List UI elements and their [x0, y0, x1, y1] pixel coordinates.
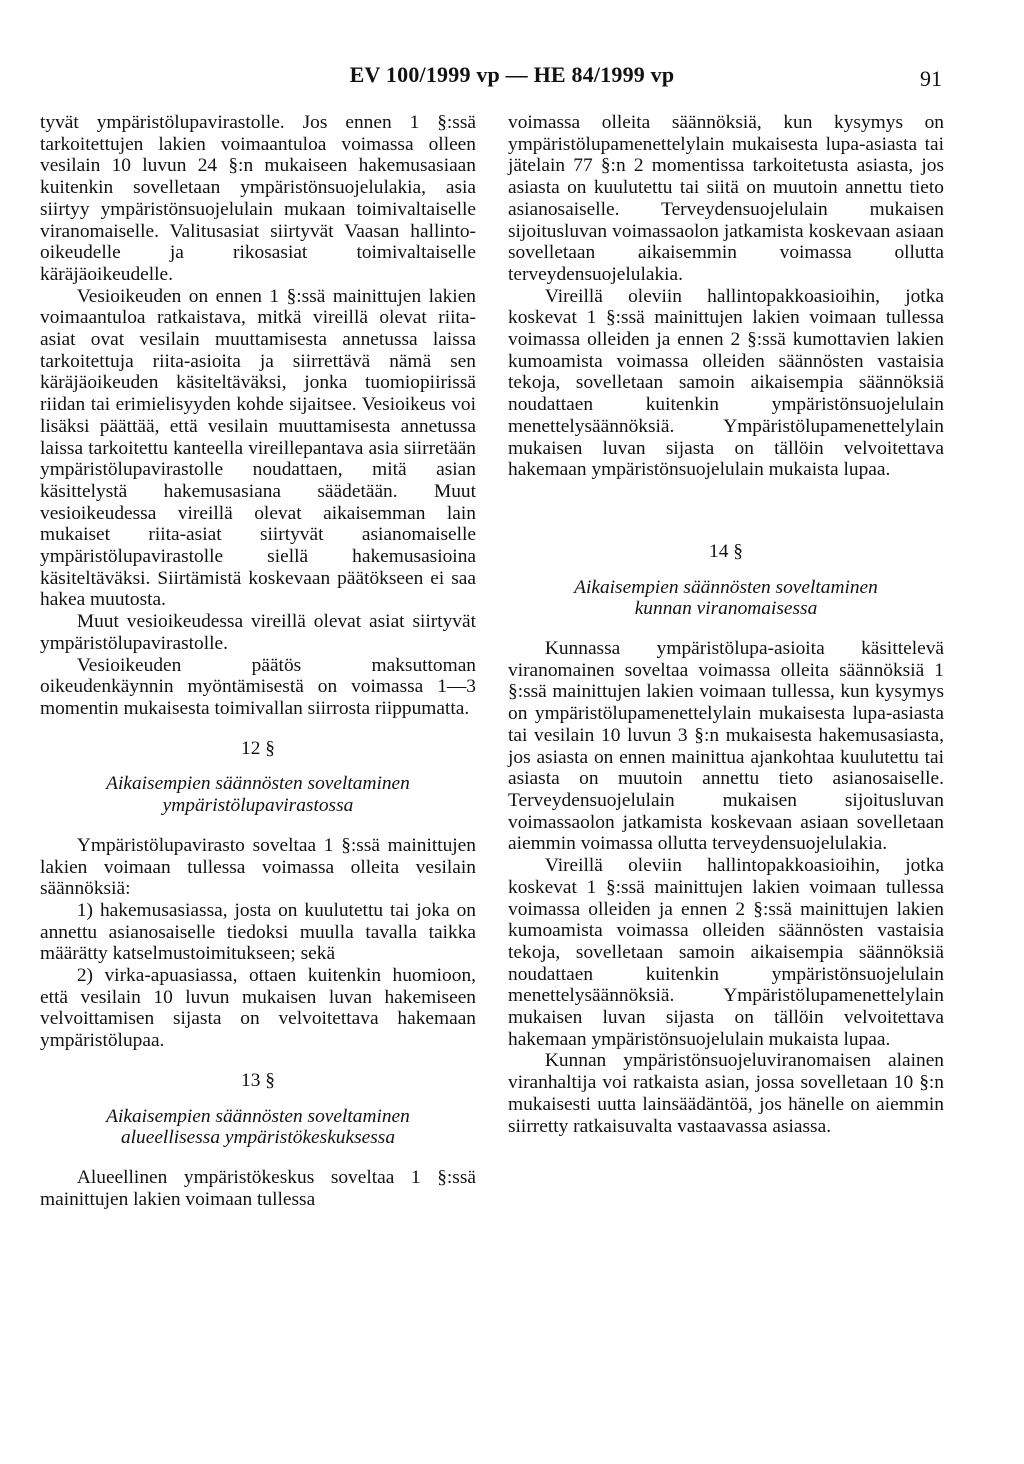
section-heading: [40, 1106, 476, 1149]
section-heading: [508, 577, 944, 620]
paragraph: Alueellinen ympäristökeskus soveltaa 1 §:ssä mainittujen lakien voimaan tullessa: [40, 1166, 476, 1210]
section-heading-line: Aikaisempien säännösten soveltaminen: [106, 773, 410, 795]
paragraph: Kunnassa ympäristölupa-asioita käsittelevä viranomainen soveltaa voimassa olleita säännöksiä 1 §:ssä mainittujen lakien voimaan tullessa, kun kysymys on ympäristölupamenettelylain mukaisesta lupa-asiasta tai vesilain 10 luvun 3 §:n mukaisesta hakemusasiasta, jos asiasta on ennen mainittua ajankohtaa kuulutettu tai asiasta on muutoin annettu tieto asianosaiselle. Terveydensuojelulain mukaisen sijoitusluvan voimassaolon jatkamista koskevaan asiaan sovelletaan aiemmin voimassa ollutta terveydensuojelulakia.: [508, 638, 944, 855]
section-number: 14 §: [709, 540, 743, 562]
list-item: 1) hakemusasiassa, josta on kuulutettu tai joka on annettu asianosaiselle tiedoksi muulla tavalla taikka määrätty katselmustoimitukseen; sekä: [40, 899, 476, 965]
paragraph: Muut vesioikeudessa vireillä olevat asiat siirtyvät ympäristölupavirastolle.: [40, 611, 476, 654]
section-heading-line: Aikaisempien säännösten soveltaminen: [106, 1105, 410, 1127]
section-heading-line: ympäristölupavirastossa: [162, 795, 354, 817]
running-header: EV 100/1999 vp — HE 84/1999 vp: [349, 62, 675, 87]
paragraph: tyvät ympäristölupavirastolle. Jos ennen 1 §:ssä tarkoitettujen lakien voimaantuloa voimassa olleen vesilain 10 luvun 24 §:n mukaiseen hakemusasiaan kuitenkin sovelletaan ympäristönsuojelulakia, asia siirtyy ympäristönsuojelulain mukaan toimivaltaiselle viranomaiselle. Valitusasiat siirtyvät Vaasan hallinto-oikeudelle ja rikosasiat toimivaltaiselle käräjäoikeudelle.: [40, 112, 476, 285]
page-number: 91: [920, 66, 942, 91]
paragraph: Vesioikeuden on ennen 1 §:ssä mainittujen lakien voimaantuloa ratkaistava, mitkä vireillä olevat riita-asiat ovat vesilain muuttamisesta annetussa laissa tarkoitettuja riita-asioita ja siirrettävä nämä sen käräjäoikeuden käsiteltäväksi, jonka tuomiopiirissä riidan tai erimielisyyden kohde sijaitsee. Vesioikeus voi lisäksi päättää, että vesilain muuttamisesta annetussa laissa tarkoitettu kanteella vireillepantava asia siirretään ympäristölupavirastolle noudattaen, mitä asian käsittelystä hakemusasiana säädetään. Muut vesioikeudessa vireillä olevat aikaisemman lain mukaiset riita-asiat siirtyvät asianomaiselle ympäristölupavirastolle siellä hakemusasioina käsiteltäväksi. Siirtämistä koskevaan päätökseen ei saa hakea muutosta.: [40, 285, 476, 611]
section-number: 13 §: [241, 1069, 275, 1091]
paragraph: Vireillä oleviin hallintopakkoasioihin, jotka koskevat 1 §:ssä mainittujen lakien voimaan tullessa voimassa olleiden ja ennen 2 §:ssä kumottavien lakien kumoamista voimassa olleiden säännösten vastaisia tekoja, sovelletaan samoin aikaisempia säännöksiä noudattaen kuitenkin ympäristönsuojelulain menettelysäännöksiä. Ympäristölupamenettelylain mukaisen luvan sijasta on tällöin velvoitettava hakemaan ympäristönsuojelulain mukaista lupaa.: [508, 285, 944, 481]
list-item: 2) virka-apuasiassa, ottaen kuitenkin huomioon, että vesilain 10 luvun mukaisen luvan hakemiseen velvoittamisen sijasta on velvoitettava hakemaan ympäristölupaa.: [40, 965, 476, 1052]
right-column: [508, 112, 944, 1137]
section-heading-line: kunnan viranomaisessa: [634, 598, 818, 620]
paragraph: Vesioikeuden päätös maksuttoman oikeudenkäynnin myöntämisestä on voimassa 1—3 momentin mukaisesta toimivallan siirrosta riippumatta.: [40, 654, 476, 719]
paragraph: Ympäristölupavirasto soveltaa 1 §:ssä mainittujen lakien voimaan tullessa voimassa olleita vesilain säännöksiä:: [40, 834, 476, 900]
section-heading-line: alueellisessa ympäristökeskuksessa: [120, 1127, 396, 1149]
section-number: 12 §: [241, 737, 275, 759]
section-heading: [40, 773, 476, 816]
section-heading-line: Aikaisempien säännösten soveltaminen: [574, 576, 878, 598]
paragraph: Vireillä oleviin hallintopakkoasioihin, jotka koskevat 1 §:ssä mainittujen lakien voimaan tullessa voimassa olleiden ja ennen 2 §:ssä mainittujen lakien kumoamista voimassa olleiden säännösten vastaisia tekoja, sovelletaan samoin aikaisempia säännöksiä noudattaen kuitenkin ympäristönsuojelulain menettelysäännöksiä. Ympäristölupamenettelylain mukaisen luvan sijasta on tällöin velvoitettava hakemaan ympäristönsuojelulain mukaista lupaa.: [508, 855, 944, 1050]
left-column: [40, 112, 476, 1210]
paragraph: voimassa olleita säännöksiä, kun kysymys on ympäristölupamenettelylain mukaisesta lupa-asiasta tai jätelain 77 §:n 2 momentissa tarkoitetusta asiasta, jos asiasta on kuulutettu tai siitä on muutoin annettu tieto asianosaiselle. Terveydensuojelulain mukaisen sijoitusluvan voimassaolon jatkamista koskevaan asiaan sovelletaan aikaisemmin voimassa ollutta terveydensuojelulakia.: [508, 112, 944, 285]
paragraph: Kunnan ympäristönsuojeluviranomaisen alainen viranhaltija voi ratkaista asian, jossa sovelletaan 10 §:n mukaisesti uutta lainsäädäntöä, jos hänelle on aiemmin siirretty ratkaisuvalta vastaavassa asiassa.: [508, 1050, 944, 1137]
